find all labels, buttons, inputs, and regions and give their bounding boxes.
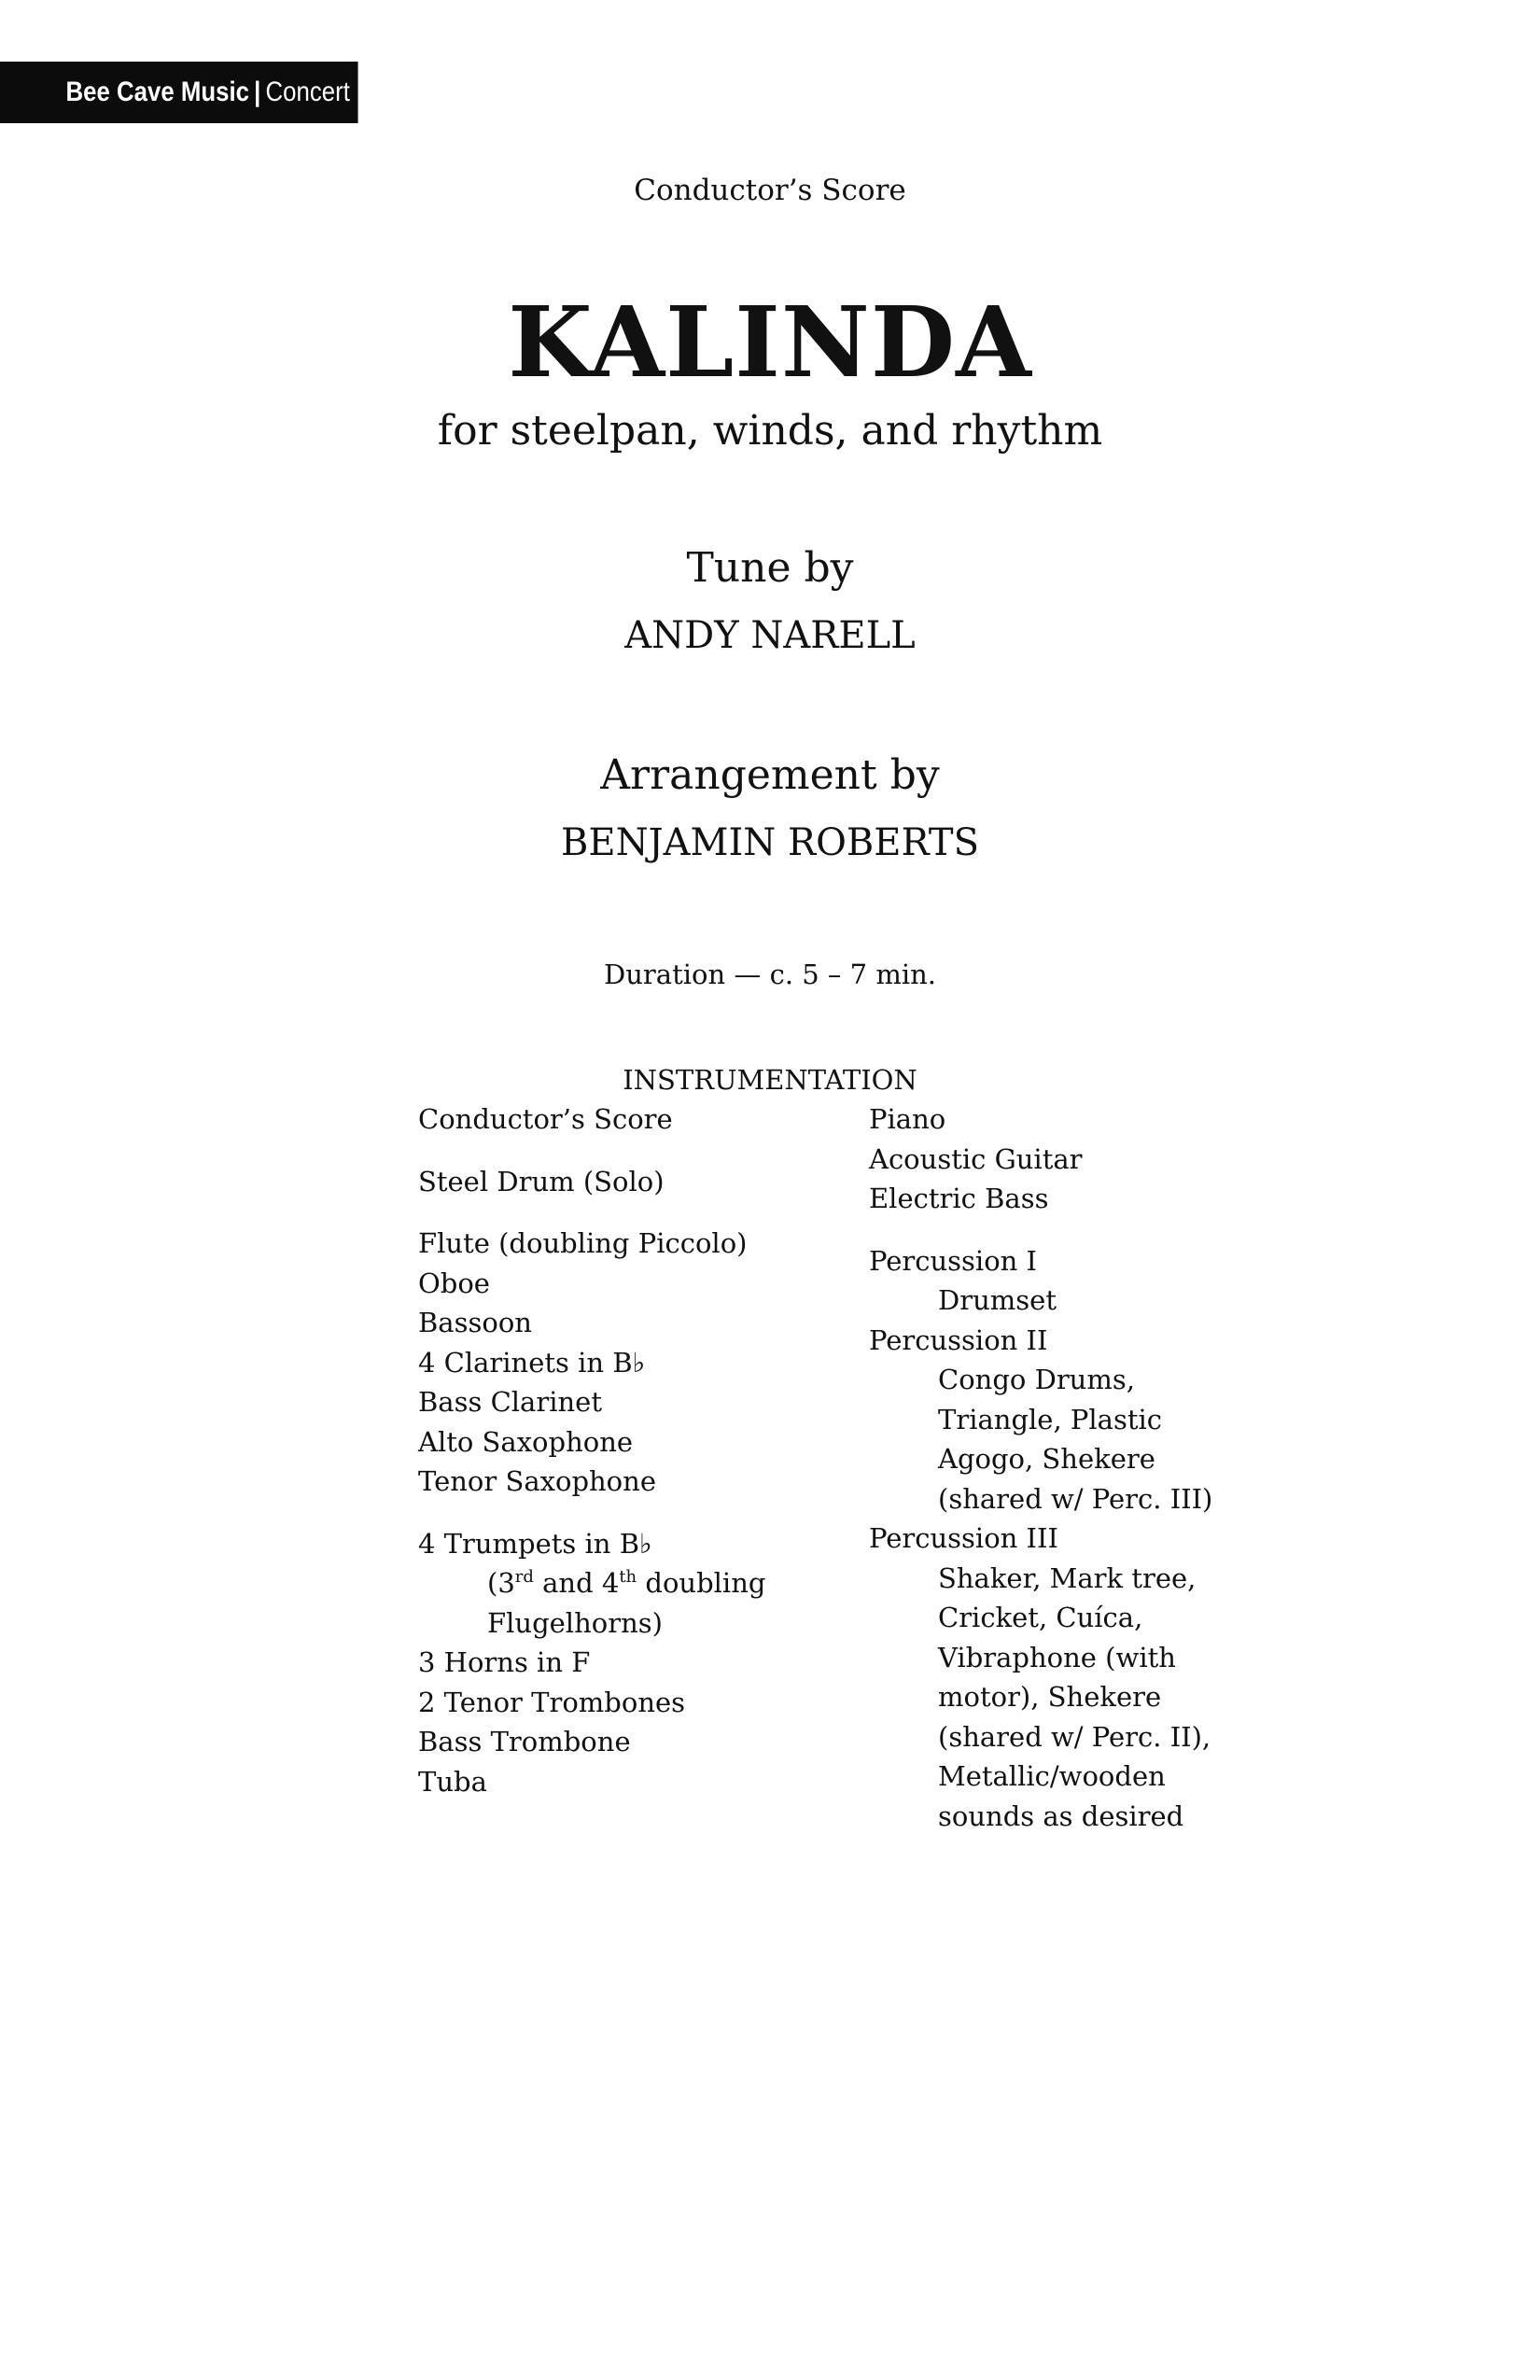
percussion-detail: Congo Drums,	[938, 1364, 1135, 1395]
instrument-item: 2 Tenor Trombones	[418, 1686, 686, 1718]
instrument-item: Percussion III	[869, 1522, 1058, 1554]
instrument-item: Tenor Saxophone	[418, 1465, 656, 1497]
instrumentation-right-column	[869, 1099, 1261, 1836]
instrument-item: Percussion I	[869, 1244, 1038, 1277]
instrument-item: Alto Saxophone	[418, 1425, 634, 1458]
publisher-banner	[0, 62, 413, 123]
percussion-detail: Shaker, Mark tree,	[938, 1561, 1197, 1594]
instrument-item: Bass Clarinet	[418, 1386, 602, 1418]
arranger-name: BENJAMIN ROBERTS	[561, 821, 979, 864]
instrument-item: Tuba	[418, 1765, 487, 1798]
piece-title: KALINDA	[508, 285, 1032, 399]
instrument-item: Conductor’s Score	[418, 1103, 673, 1135]
duration: Duration — c. 5 – 7 min.	[604, 959, 936, 990]
piece-subtitle: for steelpan, winds, and rhythm	[437, 407, 1103, 455]
instrument-item: 3 Horns in F	[418, 1646, 591, 1678]
score-label: Conductor’s Score	[634, 174, 906, 207]
instrument-item: Oboe	[418, 1267, 490, 1299]
instrument-item: Electric Bass	[869, 1183, 1049, 1214]
percussion-detail: sounds as desired	[938, 1799, 1184, 1832]
ordinal-suffix: th	[619, 1567, 637, 1587]
instrument-item: Bass Trombone	[418, 1726, 631, 1757]
note-text: (3	[487, 1567, 515, 1599]
percussion-detail: Metallic/wooden	[938, 1760, 1166, 1792]
publisher-name: Bee Cave Music	[65, 77, 249, 107]
note-text: doubling	[637, 1567, 766, 1599]
arrangement-by-label: Arrangement by	[600, 751, 940, 799]
percussion-detail: Agogo, Shekere	[938, 1443, 1155, 1475]
instrument-item: Percussion II	[869, 1323, 1048, 1356]
trumpet-doubling-note-line2: Flugelhorns)	[487, 1606, 663, 1639]
note-text: and 4	[533, 1567, 620, 1599]
tune-by-label: Tune by	[686, 544, 854, 592]
instrument-item: Flute (doubling Piccolo)	[418, 1227, 748, 1259]
percussion-detail: (shared w/ Perc. III)	[938, 1482, 1213, 1515]
series-name: Concert Band	[265, 77, 413, 107]
instrument-item: Piano	[869, 1103, 946, 1135]
composer-name: ANDY NARELL	[624, 614, 916, 657]
percussion-detail: (shared w/ Perc. II),	[938, 1720, 1211, 1753]
instrument-item: 4 Clarinets in B♭	[418, 1346, 646, 1379]
percussion-detail: Drumset	[938, 1284, 1057, 1316]
instrument-item: Acoustic Guitar	[869, 1142, 1083, 1175]
instrumentation-left-column	[418, 1099, 857, 1801]
trumpet-doubling-note	[418, 1563, 857, 1603]
ordinal-suffix: rd	[514, 1567, 534, 1587]
percussion-detail: Vibraphone (with	[938, 1641, 1176, 1673]
percussion-detail: Triangle, Plastic	[938, 1403, 1163, 1435]
percussion-detail: motor), Shekere	[938, 1681, 1162, 1713]
percussion-detail: Cricket, Cuíca,	[938, 1602, 1143, 1633]
banner-separator: |	[254, 77, 261, 107]
instrument-item: 4 Trumpets in B♭	[418, 1527, 652, 1560]
instrument-item: Bassoon	[418, 1307, 532, 1338]
instrument-item: Steel Drum (Solo)	[418, 1165, 665, 1197]
instrumentation-heading: INSTRUMENTATION	[623, 1064, 917, 1096]
